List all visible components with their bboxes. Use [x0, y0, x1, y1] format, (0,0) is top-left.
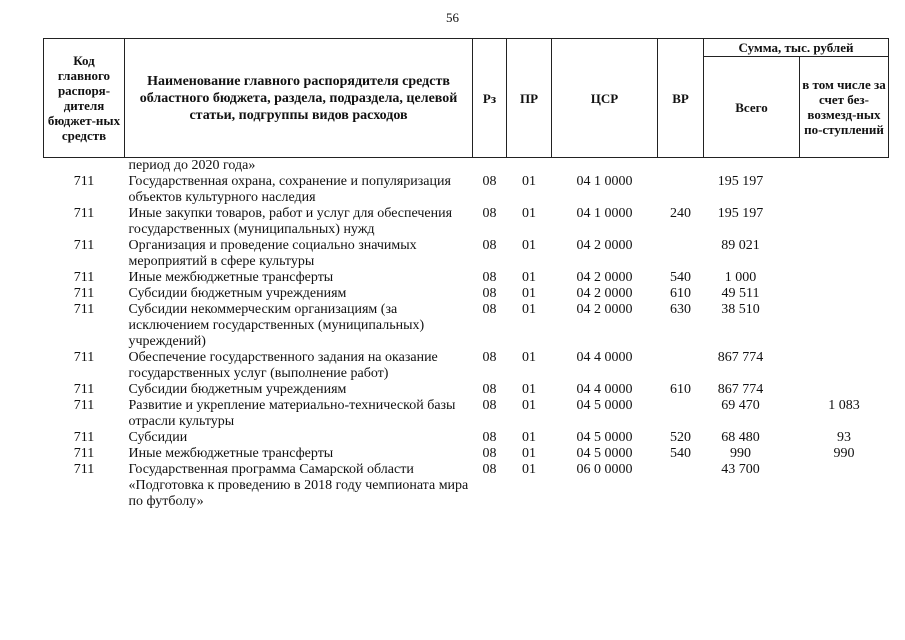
cell-code: 711 — [73, 238, 95, 253]
cell-csr: 06 0 0000 — [576, 462, 633, 477]
cell-csr: 04 2 0000 — [576, 238, 633, 253]
cell-rz: 08 — [482, 382, 497, 397]
cell-vr — [658, 462, 704, 510]
cell-grants — [800, 462, 889, 510]
cell-name: период до 2020 года» — [128, 158, 256, 173]
table-row — [44, 462, 889, 510]
cell-pr: 01 — [522, 462, 536, 477]
cell-csr: 04 5 0000 — [576, 430, 633, 445]
cell-total: 68 480 — [721, 430, 760, 445]
cell-code: 711 — [73, 302, 95, 317]
cell-csr — [552, 158, 658, 175]
cell-pr: 01 — [522, 206, 536, 221]
cell-csr: 04 2 0000 — [576, 302, 633, 317]
cell-code: 711 — [73, 446, 95, 461]
cell-rz: 08 — [482, 270, 497, 285]
table-row — [44, 398, 889, 430]
cell-grants — [800, 286, 889, 302]
cell-grants — [800, 270, 889, 286]
table-row — [44, 206, 889, 238]
cell-csr: 04 2 0000 — [576, 286, 633, 301]
header-total: Всего — [704, 57, 800, 158]
cell-grants — [800, 238, 889, 270]
cell-csr: 04 2 0000 — [576, 270, 633, 285]
cell-code: 711 — [73, 398, 95, 413]
cell-csr: 04 5 0000 — [576, 398, 633, 413]
table-row — [44, 446, 889, 462]
cell-vr: 610 — [670, 382, 691, 397]
cell-total: 990 — [730, 446, 751, 461]
cell-name: Развитие и укрепление материально-технической базы отрасли культуры — [128, 398, 456, 429]
cell-csr: 04 4 0000 — [576, 350, 633, 365]
cell-pr — [507, 158, 552, 175]
cell-grants — [800, 382, 889, 398]
cell-code: 711 — [73, 462, 95, 477]
cell-vr — [658, 158, 704, 175]
cell-pr: 01 — [522, 174, 536, 189]
cell-total: 1 000 — [724, 270, 757, 285]
table-header — [44, 39, 889, 158]
cell-total: 89 021 — [721, 238, 760, 253]
cell-vr — [658, 398, 704, 430]
cell-vr: 540 — [670, 270, 691, 285]
cell-total — [704, 158, 800, 175]
cell-vr — [658, 350, 704, 382]
header-vr: ВР — [658, 39, 704, 158]
cell-code: 711 — [73, 382, 95, 397]
cell-rz: 08 — [482, 206, 497, 221]
cell-code: 711 — [73, 350, 95, 365]
cell-rz: 08 — [482, 430, 497, 445]
table-row — [44, 174, 889, 206]
cell-pr: 01 — [522, 430, 536, 445]
cell-pr: 01 — [522, 382, 536, 397]
cell-grants — [800, 174, 889, 206]
cell-total: 43 700 — [721, 462, 760, 477]
header-name: Наименование главного распорядителя средств областного бюджета, раздела, подраздела, целевой статьи, подгруппы видов расходов — [125, 39, 473, 158]
cell-grants — [800, 206, 889, 238]
cell-vr: 540 — [670, 446, 691, 461]
table-body — [44, 158, 889, 511]
cell-rz: 08 — [482, 302, 497, 317]
cell-name: Субсидии — [128, 430, 188, 445]
cell-name: Иные межбюджетные трансферты — [128, 446, 334, 461]
cell-pr: 01 — [522, 302, 536, 317]
cell-rz: 08 — [482, 174, 497, 189]
cell-code: 711 — [73, 174, 95, 189]
table-row — [44, 270, 889, 286]
cell-csr: 04 4 0000 — [576, 382, 633, 397]
header-code: Код главного распоря-дителя бюджет-ных средств — [44, 39, 125, 158]
cell-code: 711 — [73, 206, 95, 221]
cell-code: 711 — [73, 286, 95, 301]
header-csr: ЦСР — [552, 39, 658, 158]
table-row — [44, 238, 889, 270]
cell-vr: 240 — [670, 206, 691, 221]
cell-pr: 01 — [522, 286, 536, 301]
cell-grants: 93 — [837, 430, 851, 445]
cell-vr — [658, 174, 704, 206]
cell-pr: 01 — [522, 446, 536, 461]
cell-csr: 04 5 0000 — [576, 446, 633, 461]
header-sum-group: Сумма, тыс. рублей — [704, 39, 889, 57]
cell-name: Государственная программа Самарской области «Подготовка к проведению в 2018 году чемпионата мира по футболу» — [128, 462, 469, 509]
cell-name: Субсидии бюджетным учреждениям — [128, 382, 347, 397]
cell-rz: 08 — [482, 462, 497, 477]
table-row — [44, 158, 889, 175]
cell-grants — [800, 158, 889, 175]
cell-vr: 610 — [670, 286, 691, 301]
cell-name: Обеспечение государственного задания на оказание государственных услуг (выполнение работ) — [128, 350, 438, 381]
cell-grants: 1 083 — [828, 398, 860, 413]
cell-vr — [658, 238, 704, 270]
cell-total: 867 774 — [717, 350, 764, 365]
cell-csr: 04 1 0000 — [576, 206, 633, 221]
cell-code: 711 — [73, 430, 95, 445]
cell-name: Государственная охрана, сохранение и популяризация объектов культурного наследия — [128, 174, 451, 205]
cell-rz: 08 — [482, 350, 497, 365]
cell-name: Субсидии некоммерческим организациям (за исключением государственных (муниципальных) учреждений) — [128, 302, 425, 349]
cell-total: 69 470 — [721, 398, 760, 413]
cell-rz — [473, 158, 507, 175]
header-grants: в том числе за счет без-возмезд-ных по-ступлений — [800, 57, 889, 158]
cell-rz: 08 — [482, 446, 497, 461]
cell-pr: 01 — [522, 398, 536, 413]
cell-csr: 04 1 0000 — [576, 174, 633, 189]
cell-rz: 08 — [482, 238, 497, 253]
header-rz: Рз — [473, 39, 507, 158]
cell-name: Субсидии бюджетным учреждениям — [128, 286, 347, 301]
page-number: 56 — [446, 10, 459, 25]
cell-name: Организация и проведение социально значимых мероприятий в сфере культуры — [128, 238, 417, 269]
cell-rz: 08 — [482, 398, 497, 413]
cell-total: 195 197 — [717, 174, 764, 189]
cell-grants — [800, 350, 889, 382]
table-row — [44, 382, 889, 398]
cell-vr: 520 — [670, 430, 691, 445]
cell-pr: 01 — [522, 238, 536, 253]
table-row — [44, 302, 889, 350]
table-row — [44, 286, 889, 302]
cell-code: 711 — [73, 270, 95, 285]
cell-total: 195 197 — [717, 206, 764, 221]
table-row — [44, 430, 889, 446]
cell-total: 38 510 — [721, 302, 760, 317]
cell-grants — [800, 302, 889, 350]
cell-code — [44, 158, 125, 175]
cell-rz: 08 — [482, 286, 497, 301]
cell-name: Иные межбюджетные трансферты — [128, 270, 334, 285]
table-row — [44, 350, 889, 382]
cell-total: 867 774 — [717, 382, 764, 397]
cell-pr: 01 — [522, 350, 536, 365]
cell-name: Иные закупки товаров, работ и услуг для обеспечения государственных (муниципальных) нужд — [128, 206, 453, 237]
cell-total: 49 511 — [721, 286, 760, 301]
cell-vr: 630 — [670, 302, 691, 317]
cell-grants: 990 — [833, 446, 855, 461]
cell-pr: 01 — [522, 270, 536, 285]
header-pr: ПР — [507, 39, 552, 158]
budget-table — [43, 38, 889, 510]
